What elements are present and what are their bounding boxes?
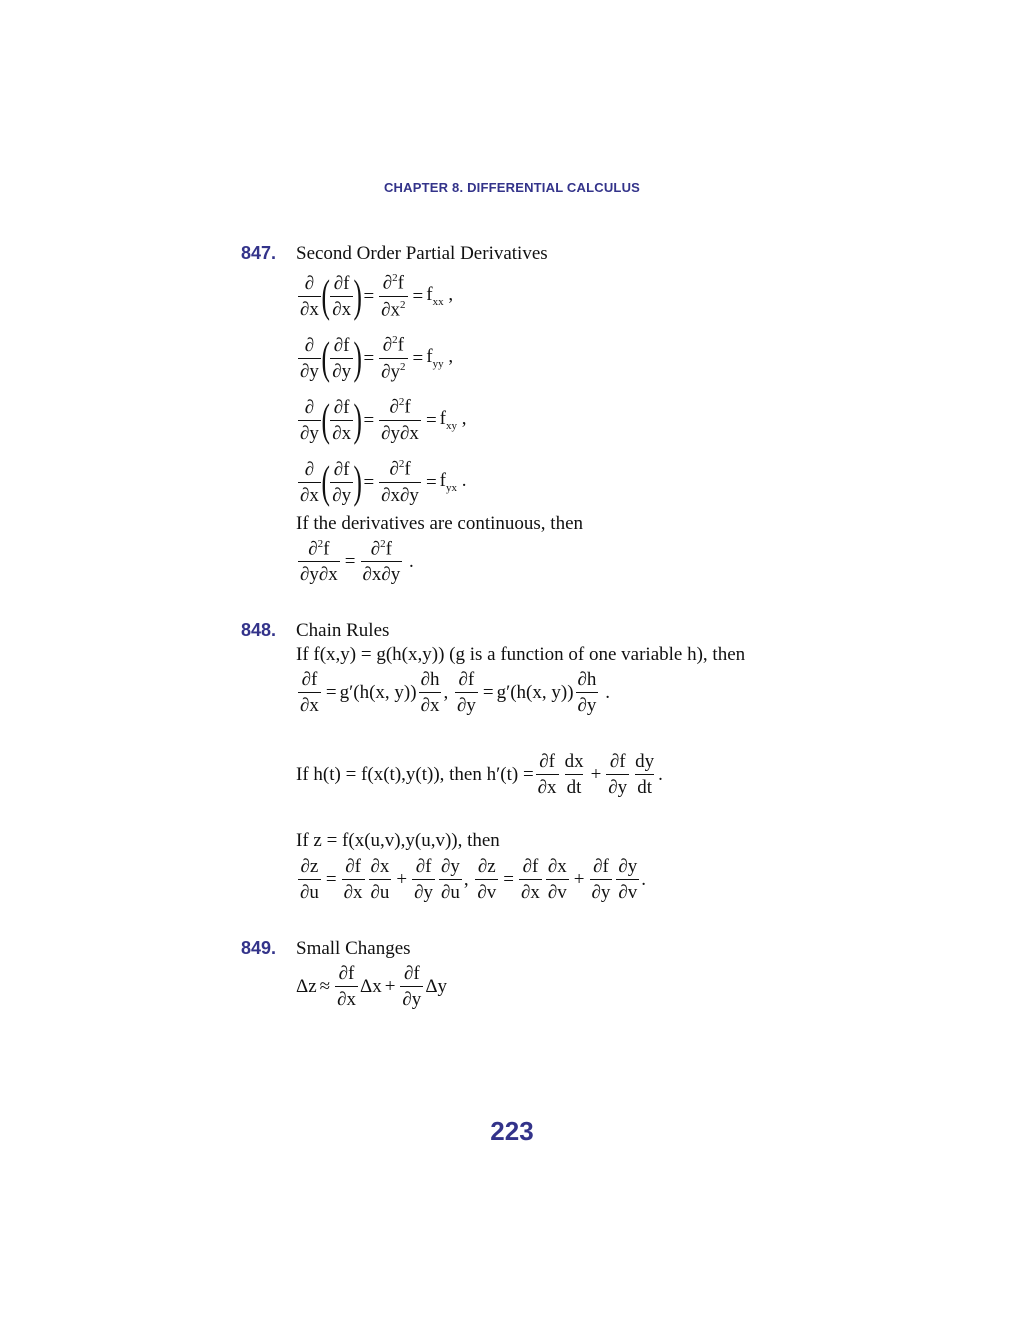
equation-fyx: $\frac{\partial}{\partial x}$ ( $\frac{\partial f}{\partial y}$ ) = $\frac{\partial^2f}{\partial x\partial y}$ = $f_{yx}$ .	[300, 456, 467, 507]
section-number: 849.	[241, 938, 277, 958]
equation-fxy: $\frac{\partial}{\partial y}$ ( $\frac{\partial f}{\partial x}$ ) = $\frac{\partial^2f}{\partial y\partial x}$ = $f_{xy}$ ,	[300, 394, 467, 445]
continuity-note: If the derivatives are continuous, then	[296, 513, 584, 534]
chain-rule-line-2: If h(t) = f(x(t),y(t)), then h′(t) =	[296, 764, 534, 785]
equation-chain-2: If h(t) = f(x(t),y(t)), then h′(t) = $\frac{\partial f}{\partial x}$ $\frac{dx}{dt}$ + $\frac{\partial f}{\partial y}$ $\frac{dy}{dt}$ .	[296, 751, 663, 798]
equation-chain-3: $\frac{\partial z}{\partial u}$ = $\frac{\partial f}{\partial x}$ $\frac{\partial x}{\partial u}$ + $\frac{\partial f}{\partial y}$ $\frac{\partial y}{\partial u}$ , $\frac{\partial z}{\partial v}$ = $\frac{\partial f}{\partial x}$ $\frac{\partial x}{\partial v}$ + $\frac{\partial f}{\partial y}$ $\frac{\partial y}{\partial v}$ .	[300, 856, 647, 903]
section-number: 848.	[241, 620, 277, 640]
equation-small-changes: Δz ≈ $\frac{\partial f}{\partial x}$ Δx + $\frac{\partial f}{\partial y}$ Δy	[296, 963, 448, 1010]
section-title: Small Changes	[296, 938, 411, 959]
section-title: Second Order Partial Derivatives	[296, 243, 548, 264]
equation-fxx: $\frac{\partial}{\partial x}$ ( $\frac{\partial f}{\partial x}$ ) = $\frac{\partial^2f}{\partial x^2}$ = $f_{xx}$ ,	[300, 270, 454, 321]
chain-rule-line-3: If z = f(x(u,v),y(u,v)), then	[296, 830, 500, 851]
chapter-header: CHAPTER 8. DIFFERENTIAL CALCULUS	[383, 180, 641, 195]
equation-mixed-equal: $\frac{\partial^2f}{\partial y\partial x}$ = $\frac{\partial^2f}{\partial x\partial y}$ .	[300, 538, 414, 586]
page-number: 223	[490, 1116, 534, 1146]
section-title: Chain Rules	[296, 620, 390, 641]
equation-chain-1: $\frac{\partial f}{\partial x}$ = g′(h(x, y)) $\frac{\partial h}{\partial x}$ , $\frac{\partial f}{\partial y}$ = g′(h(x, y)) $\frac{\partial h}{\partial y}$ .	[300, 669, 610, 716]
chain-rule-line-1: If f(x,y) = g(h(x,y)) (g is a function of one variable h), then	[296, 644, 746, 665]
section-number: 847.	[241, 243, 277, 263]
equation-fyy: $\frac{\partial}{\partial y}$ ( $\frac{\partial f}{\partial y}$ ) = $\frac{\partial^2f}{\partial y^2}$ = $f_{yy}$ ,	[300, 332, 454, 383]
